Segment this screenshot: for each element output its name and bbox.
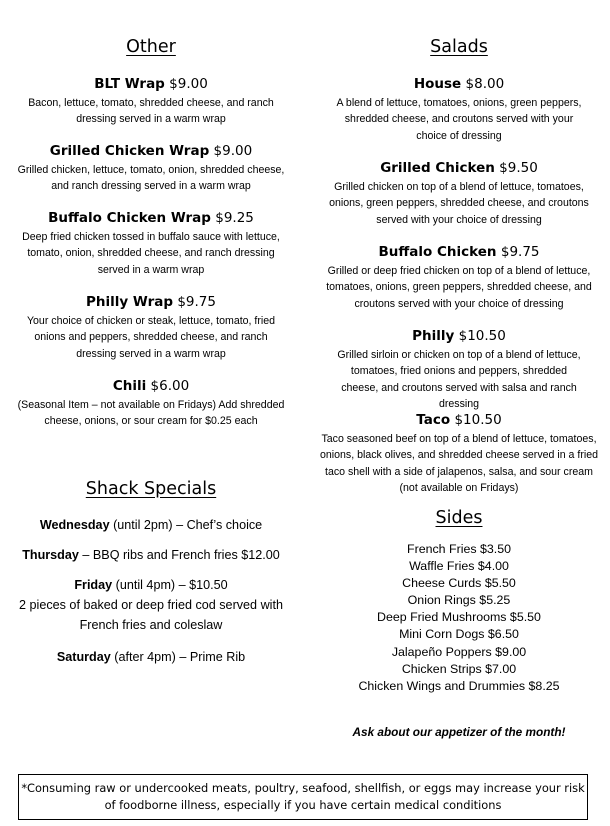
appetizer-note: Ask about our appetizer of the month! [352,725,566,739]
side-item: Waffle Fries $4.00 [409,559,509,574]
item-name: Grilled Chicken Wrap [49,143,210,159]
consumer-advisory: *Consuming raw or undercooked meats, poultry, seafood, shellfish, or eggs may increase your risk of foodborne illness, especially if you have certain medical conditions [18,774,588,820]
special-day: Wednesday [39,518,110,532]
item-price: $9.00 [169,76,208,92]
item-name: BLT Wrap [94,76,165,92]
item-price: $9.75 [177,294,216,310]
item-price: $9.25 [215,210,254,226]
item-name: Buffalo Chicken [378,244,497,260]
item-description: (Seasonal Item – not available on Fridays) Add shredded cheese, onions, or sour cream for $0.25 each [17,399,285,428]
item-description: Grilled or deep fried chicken on top of a blend of lettuce, tomatoes, onions, green peppers, shredded cheese, and croutons served with your choice of dressing [326,265,592,310]
special-text: – BBQ ribs and French fries $12.00 [78,548,280,562]
side-item: Onion Rings $5.25 [407,593,511,608]
side-item: Cheese Curds $5.50 [402,576,516,591]
item-name: Philly [412,328,455,344]
item-name: Philly Wrap [86,294,174,310]
side-item: French Fries $3.50 [407,542,511,556]
item-description: Your choice of chicken or steak, lettuce, tomato, fried onions and peppers, shredded cheese, and ranch dressing served in a warm wrap [26,315,276,360]
special-thursday [0,545,302,565]
side-item: Jalapeño Poppers $9.00 [391,644,527,659]
sides-list [318,541,600,695]
side-item: Deep Fried Mushrooms $5.50 [377,610,541,625]
item-name: Buffalo Chicken Wrap [48,210,211,226]
item-description: Grilled sirloin or chicken on top of a blend of lettuce, tomatoes, fried onions and peppers, shredded cheese, and croutons served with salsa and ranch dressing [337,349,581,411]
salad-item-grilled-chicken [318,160,600,228]
special-saturday [0,647,302,667]
shack-specials-heading: Shack Specials [85,479,217,499]
salad-item-house [318,76,600,144]
menu-item-philly-wrap [0,294,302,362]
item-description: A blend of lettuce, tomatoes, onions, green peppers, shredded cheese, and croutons served with your choice of dressing [336,97,582,142]
item-price: $9.00 [213,143,253,159]
item-price: $6.00 [150,378,190,394]
salads-heading: Salads [430,37,488,57]
item-price: $10.50 [454,412,502,428]
item-description: Grilled chicken on top of a blend of lettuce, tomatoes, onions, green peppers, shredded cheese, and croutons served with your choice of dressing [329,181,589,226]
special-description: 2 pieces of baked or deep fried cod served with French fries and coleslaw [19,598,283,632]
special-day: Friday [74,578,113,592]
special-day: Thursday [22,548,79,562]
other-heading: Other [126,37,176,57]
item-description: Deep fried chicken tossed in buffalo sauce with lettuce, tomato, onion, shredded cheese, and ranch dressing served in a warm wrap [22,231,280,276]
menu-item-grilled-chicken-wrap [0,143,302,195]
item-price: $8.00 [465,76,505,92]
side-item: Chicken Wings and Drummies $8.25 [358,678,560,693]
menu-item-chili [0,378,302,430]
salad-item-taco [318,412,600,497]
item-name: Taco [416,412,451,428]
item-description: Bacon, lettuce, tomato, shredded cheese, and ranch dressing served in a warm wrap [28,97,274,126]
item-description: Taco seasoned beef on top of a blend of lettuce, tomatoes, onions, black olives, and shredded cheese served in a fried taco shell with a side of jalapenos, salsa, and sour cream (not available on Fridays) [320,433,598,495]
item-price: $10.50 [458,328,506,344]
special-day: Saturday [56,650,111,664]
item-name: Grilled Chicken [380,160,495,176]
menu-item-blt-wrap [0,76,302,128]
special-friday [0,575,302,635]
salad-item-philly [318,328,600,413]
menu-item-buffalo-chicken-wrap [0,210,302,278]
item-name: House [413,76,462,92]
sides-heading: Sides [435,508,483,528]
special-text: (until 2pm) – Chef’s choice [109,518,263,532]
item-price: $9.75 [500,244,540,260]
side-item: Chicken Strips $7.00 [401,661,517,676]
item-name: Chili [112,378,147,394]
special-text: (after 4pm) – Prime Rib [110,650,246,664]
special-wednesday [0,515,302,535]
item-price: $9.50 [499,160,538,176]
item-description: Grilled chicken, lettuce, tomato, onion, shredded cheese, and ranch dressing served in a warm wrap [17,164,285,193]
side-item: Mini Corn Dogs $6.50 [399,627,519,642]
salad-item-buffalo-chicken [318,244,600,312]
special-text: (until 4pm) – $10.50 [112,578,228,592]
